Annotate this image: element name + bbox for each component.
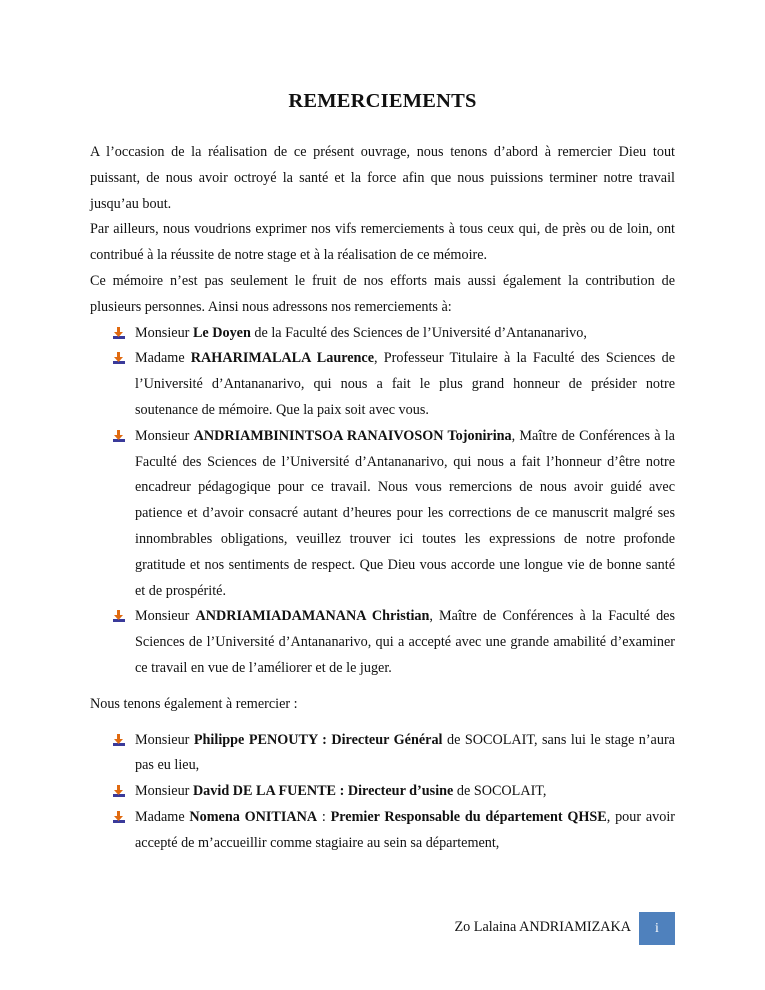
list-item: Madame Nomena ONITIANA : Premier Responsable du département QHSE, pour avoir accepté de m’accueillir comme stagiaire au sein sa département, [90, 805, 675, 857]
list-item: Monsieur David DE LA FUENTE : Directeur d’usine de SOCOLAIT, [90, 779, 675, 805]
list-item: Monsieur Le Doyen de la Faculté des Sciences de l’Université d’Antananarivo, [90, 321, 675, 347]
list-item: Monsieur ANDRIAMIADAMANANA Christian, Maître de Conférences à la Faculté des Sciences de l’Université d’Antananarivo, qui a accepté avec une grande amabilité d’examiner ce travail en vue de l’améliorer et de le juger. [90, 604, 675, 681]
paragraph-intro: A l’occasion de la réalisation de ce présent ouvrage, nous tenons d’abord à remercier Dieu tout puissant, de nous avoir octroyé la santé et la force afin que nous puissions terminer notre travail jusqu’au bout. [90, 144, 675, 212]
arrow-bullet-icon [112, 785, 126, 799]
arrow-bullet-icon [112, 610, 126, 624]
person-name: David DE LA FUENTE : Directeur d’usine [192, 783, 454, 800]
page-number-badge: i [639, 912, 675, 945]
person-name: ANDRIAMBININTSOA RANAIVOSON Tojonirina [193, 427, 512, 444]
person-name: RAHARIMALALA Laurence [190, 350, 375, 367]
document-body [90, 140, 675, 857]
paragraph-contribution: Ce mémoire n’est pas seulement le fruit de nos efforts mais aussi également la contribution de plusieurs personnes. Ainsi nous adressons nos remerciements à: [90, 272, 675, 315]
company-thanks-list [90, 728, 675, 857]
person-name: Nomena ONITIANA [189, 808, 318, 825]
academic-thanks-list [90, 321, 675, 682]
arrow-bullet-icon [112, 352, 126, 366]
page-title: REMERCIEMENTS [288, 90, 477, 112]
arrow-bullet-icon [112, 811, 126, 825]
list-item: Madame RAHARIMALALA Laurence, Professeur Titulaire à la Faculté des Sciences de l’Université d’Antananarivo, qui nous a fait le plus grand honneur de présider notre soutenance de mémoire. Que la paix soit avec vous. [90, 346, 675, 423]
person-role: Premier Responsable du département QHSE [330, 808, 607, 825]
list-item: Monsieur ANDRIAMBININTSOA RANAIVOSON Tojonirina, Maître de Conférences à la Faculté des Sciences de l’Université d’Antananarivo, qui nous a fait l’honneur d’être notre encadreur pédagogique pour ce travail. Nous vous remercions de nous avoir guidé avec patience et d’avoir consacré autant d’heures pour les corrections de ce manuscrit malgré ses innombrables obligations, veuillez trouver ici toutes les expressions de notre profonde gratitude et nos sentiments de respect. Que Dieu vous accorde une longue vie de bonne santé et de prospérité. [90, 424, 675, 605]
list-item: Monsieur Philippe PENOUTY : Directeur Général de SOCOLAIT, sans lui le stage n’aura pas eu lieu, [90, 728, 675, 780]
footer-author: Zo Lalaina ANDRIAMIZAKA [454, 919, 631, 935]
arrow-bullet-icon [112, 430, 126, 444]
person-name: Philippe PENOUTY : Directeur Général [193, 731, 443, 748]
paragraph-company-intro: Nous tenons également à remercier : [90, 695, 298, 712]
arrow-bullet-icon [112, 734, 126, 748]
person-name: Le Doyen [192, 324, 251, 341]
paragraph-thanks-all: Par ailleurs, nous voudrions exprimer nos vifs remerciements à tous ceux qui, de près ou de loin, ont contribué à la réussite de notre stage et à la réalisation de ce mémoire. [90, 221, 675, 264]
arrow-bullet-icon [112, 327, 126, 341]
person-name: ANDRIAMIADAMANANA Christian [195, 608, 430, 625]
